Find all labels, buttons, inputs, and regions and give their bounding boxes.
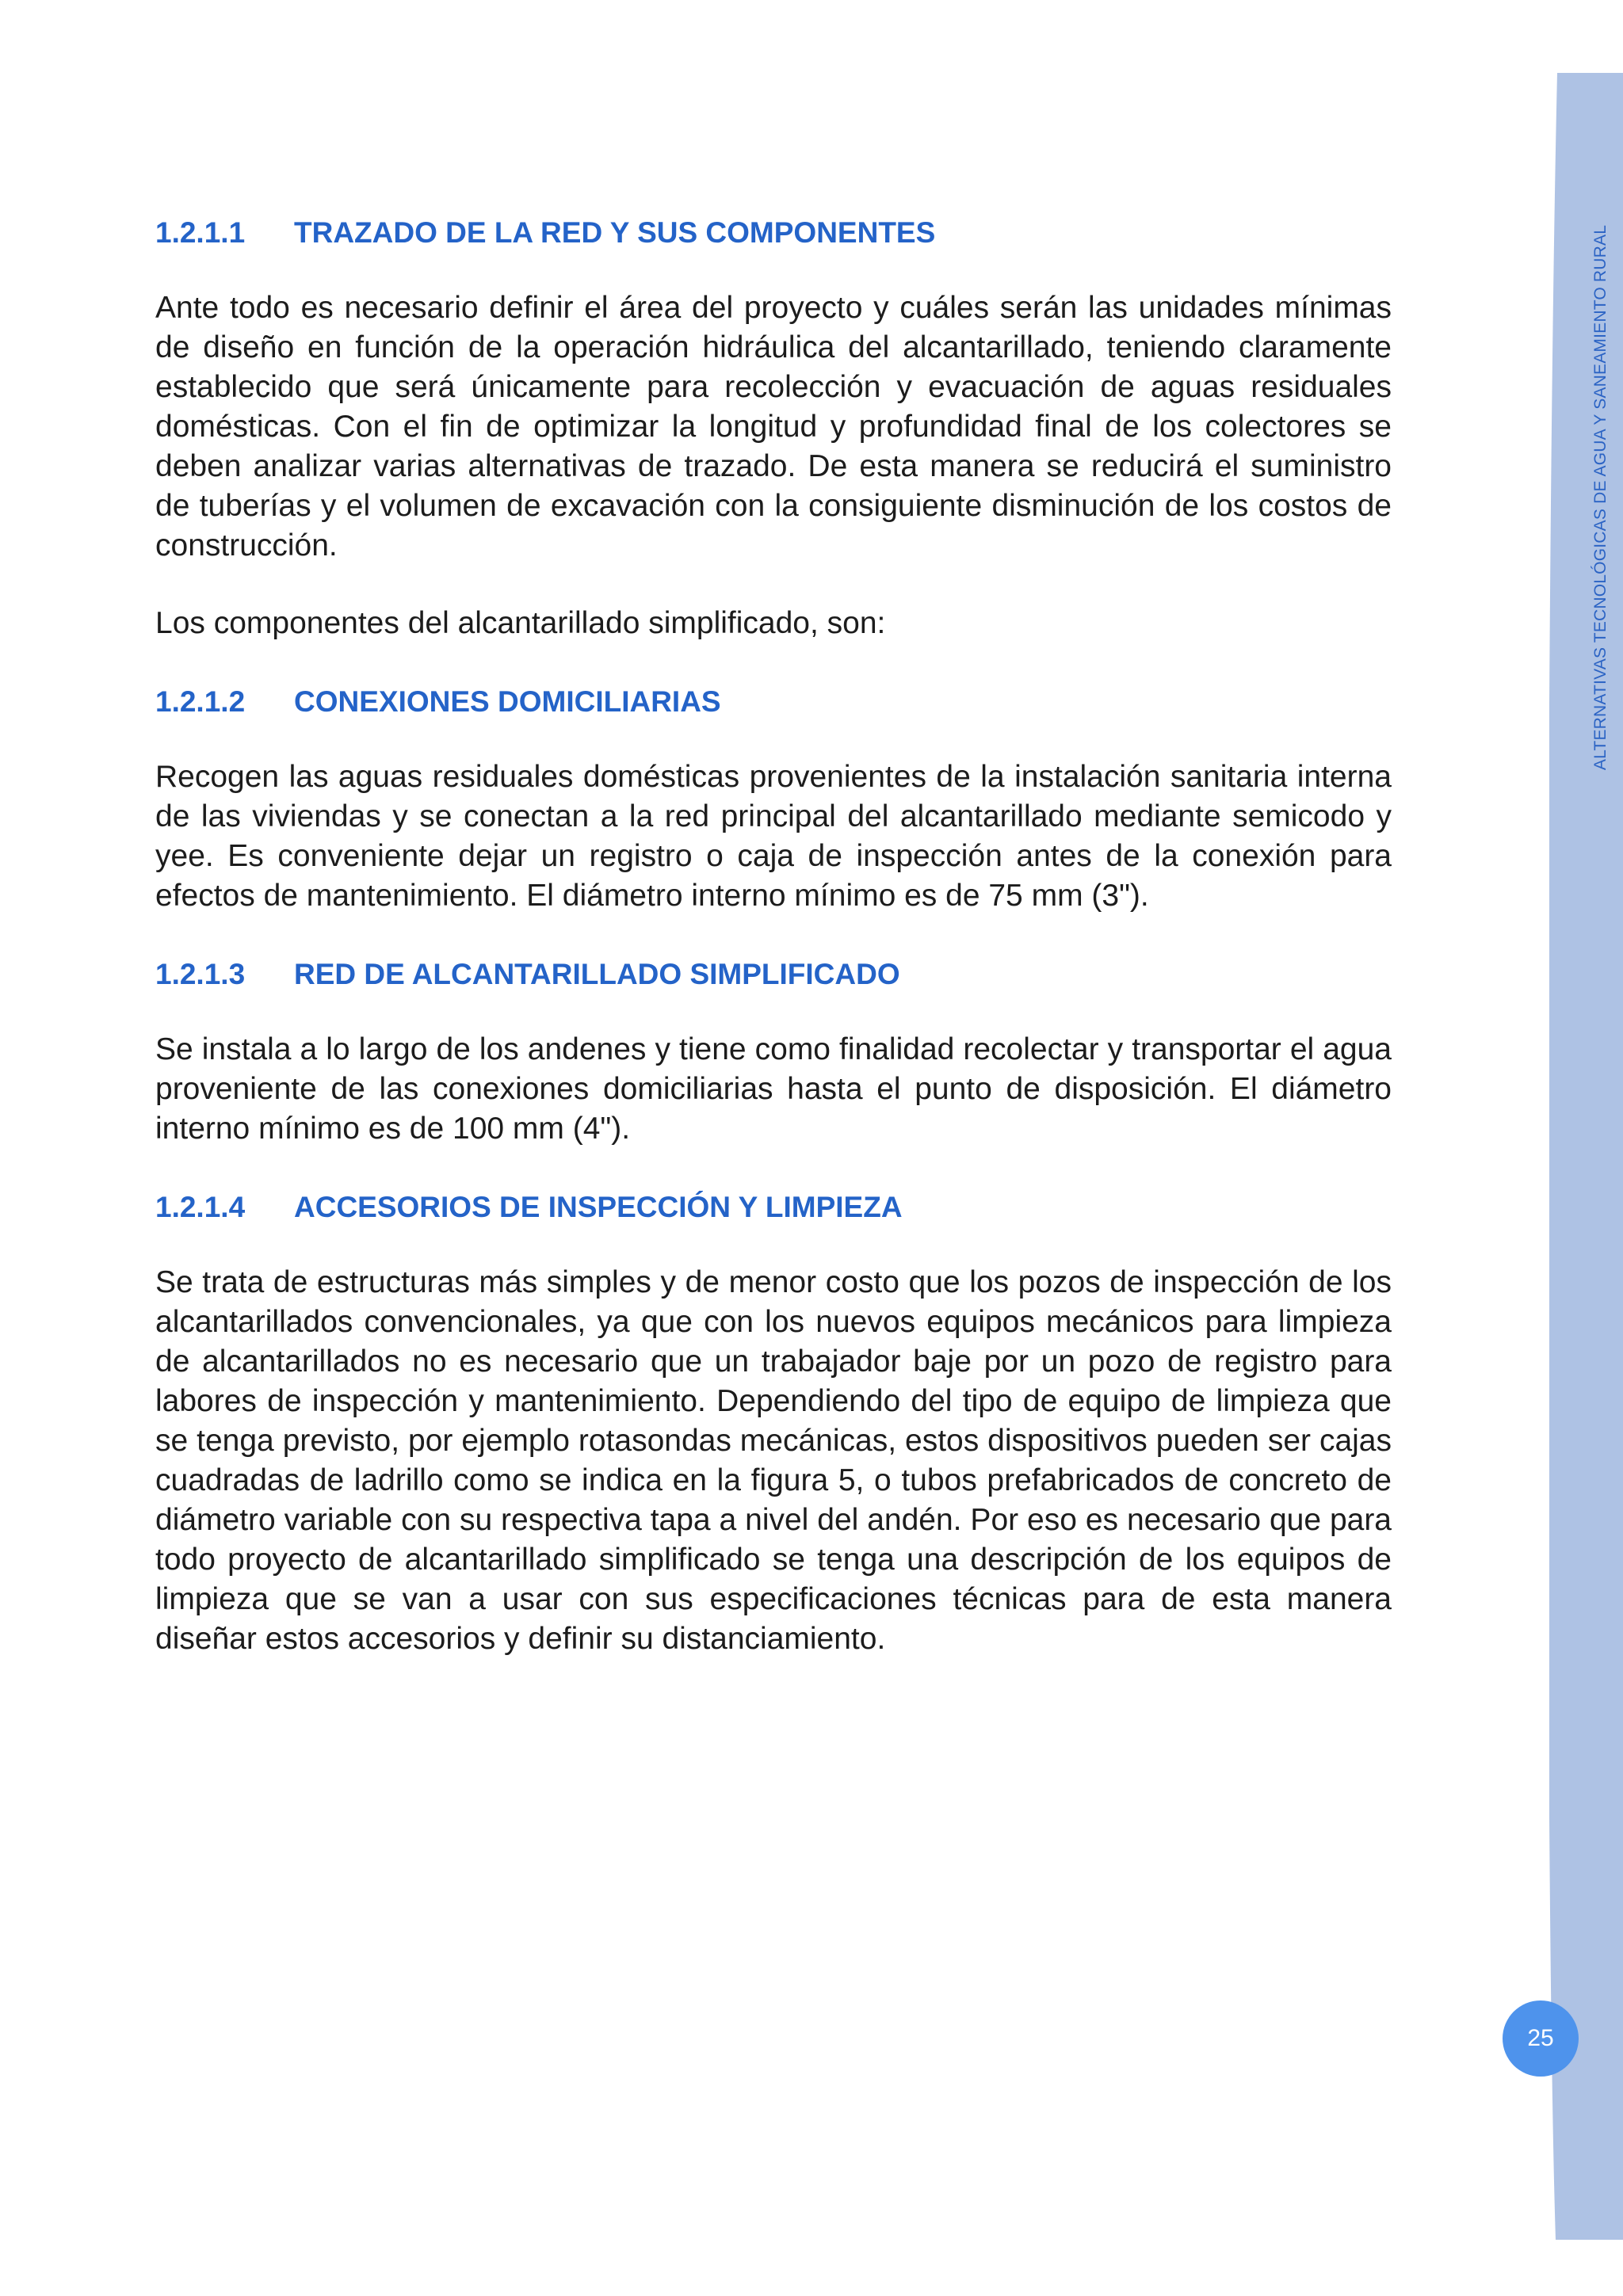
paragraph: Recogen las aguas residuales domésticas provenientes de la instalación sanitaria interna de las viviendas y se conectan a la red principal del alcantarillado mediante semicodo y yee. Es conveniente dejar un registro o caja de inspección antes de la conexión para efectos de mantenimiento. El diámetro interno mínimo es de 75 mm (3"). [155,760,1392,913]
paragraph: Los componentes del alcantarillado simplificado, son: [155,606,886,640]
page-number-badge [1503,2000,1579,2077]
section-number: 1.2.1.1 [155,216,246,249]
document-body [155,212,1392,1697]
section-number: 1.2.1.3 [155,958,246,990]
paragraph: Ante todo es necesario definir el área del proyecto y cuáles serán las unidades mínimas de diseño en función de la operación hidráulica del alcantarillado, teniendo claramente establecido que será únicamente para recolección y evacuación de aguas residuales domésticas. Con el fin de optimizar la longitud y profundidad final de los colectores se deben analizar varias alternativas de trazado. De esta manera se reducirá el suministro de tuberías y el volumen de excavación con la consiguiente disminución de los costos de construcción. [155,291,1392,563]
section-number: 1.2.1.2 [155,685,246,718]
section-heading-1-2-1-4 [155,1187,1392,1228]
side-band [1549,73,1623,2240]
section-heading-1-2-1-2 [155,681,1392,723]
section-title: CONEXIONES DOMICILIARIAS [294,685,721,718]
paragraph: Se trata de estructuras más simples y de menor costo que los pozos de inspección de los alcantarillados convencionales, ya que con los nuevos equipos mecánicos para limpieza de alcantarillados no es necesario que un trabajador baje por un pozo de registro para labores de inspección y mantenimiento. Dependiendo del tipo de equipo de limpieza que se tenga previsto, por ejemplo rotasondas mecánicas, estos dispositivos pueden ser cajas cuadradas de ladrillo como se indica en la figura 5, o tubos prefabricados de concreto de diámetro variable con su respectiva tapa a nivel del andén. Por eso es necesario que para todo proyecto de alcantarillado simplificado se tenga una descripción de los equipos de limpieza que se van a usar con sus especificaciones técnicas para de esta manera diseñar estos accesorios y definir su distanciamiento. [155,1265,1392,1656]
section-heading-1-2-1-1 [155,212,1392,254]
section-title: ACCESORIOS DE INSPECCIÓN Y LIMPIEZA [294,1191,903,1223]
paragraph: Se instala a lo largo de los andenes y tiene como finalidad recolectar y transportar el agua proveniente de las conexiones domiciliarias hasta el punto de disposición. El diámetro interno mínimo es de 100 mm (4"). [155,1032,1392,1146]
section-title: RED DE ALCANTARILLADO SIMPLIFICADO [294,958,900,990]
page-number: 25 [1527,2025,1554,2051]
running-head: ALTERNATIVAS TECNOLÓGICAS DE AGUA Y SANEAMIENTO RURAL [1591,224,1610,771]
section-number: 1.2.1.4 [155,1191,246,1223]
section-title: TRAZADO DE LA RED Y SUS COMPONENTES [294,216,936,249]
section-heading-1-2-1-3 [155,954,1392,995]
side-band-shape [1549,73,1623,2240]
